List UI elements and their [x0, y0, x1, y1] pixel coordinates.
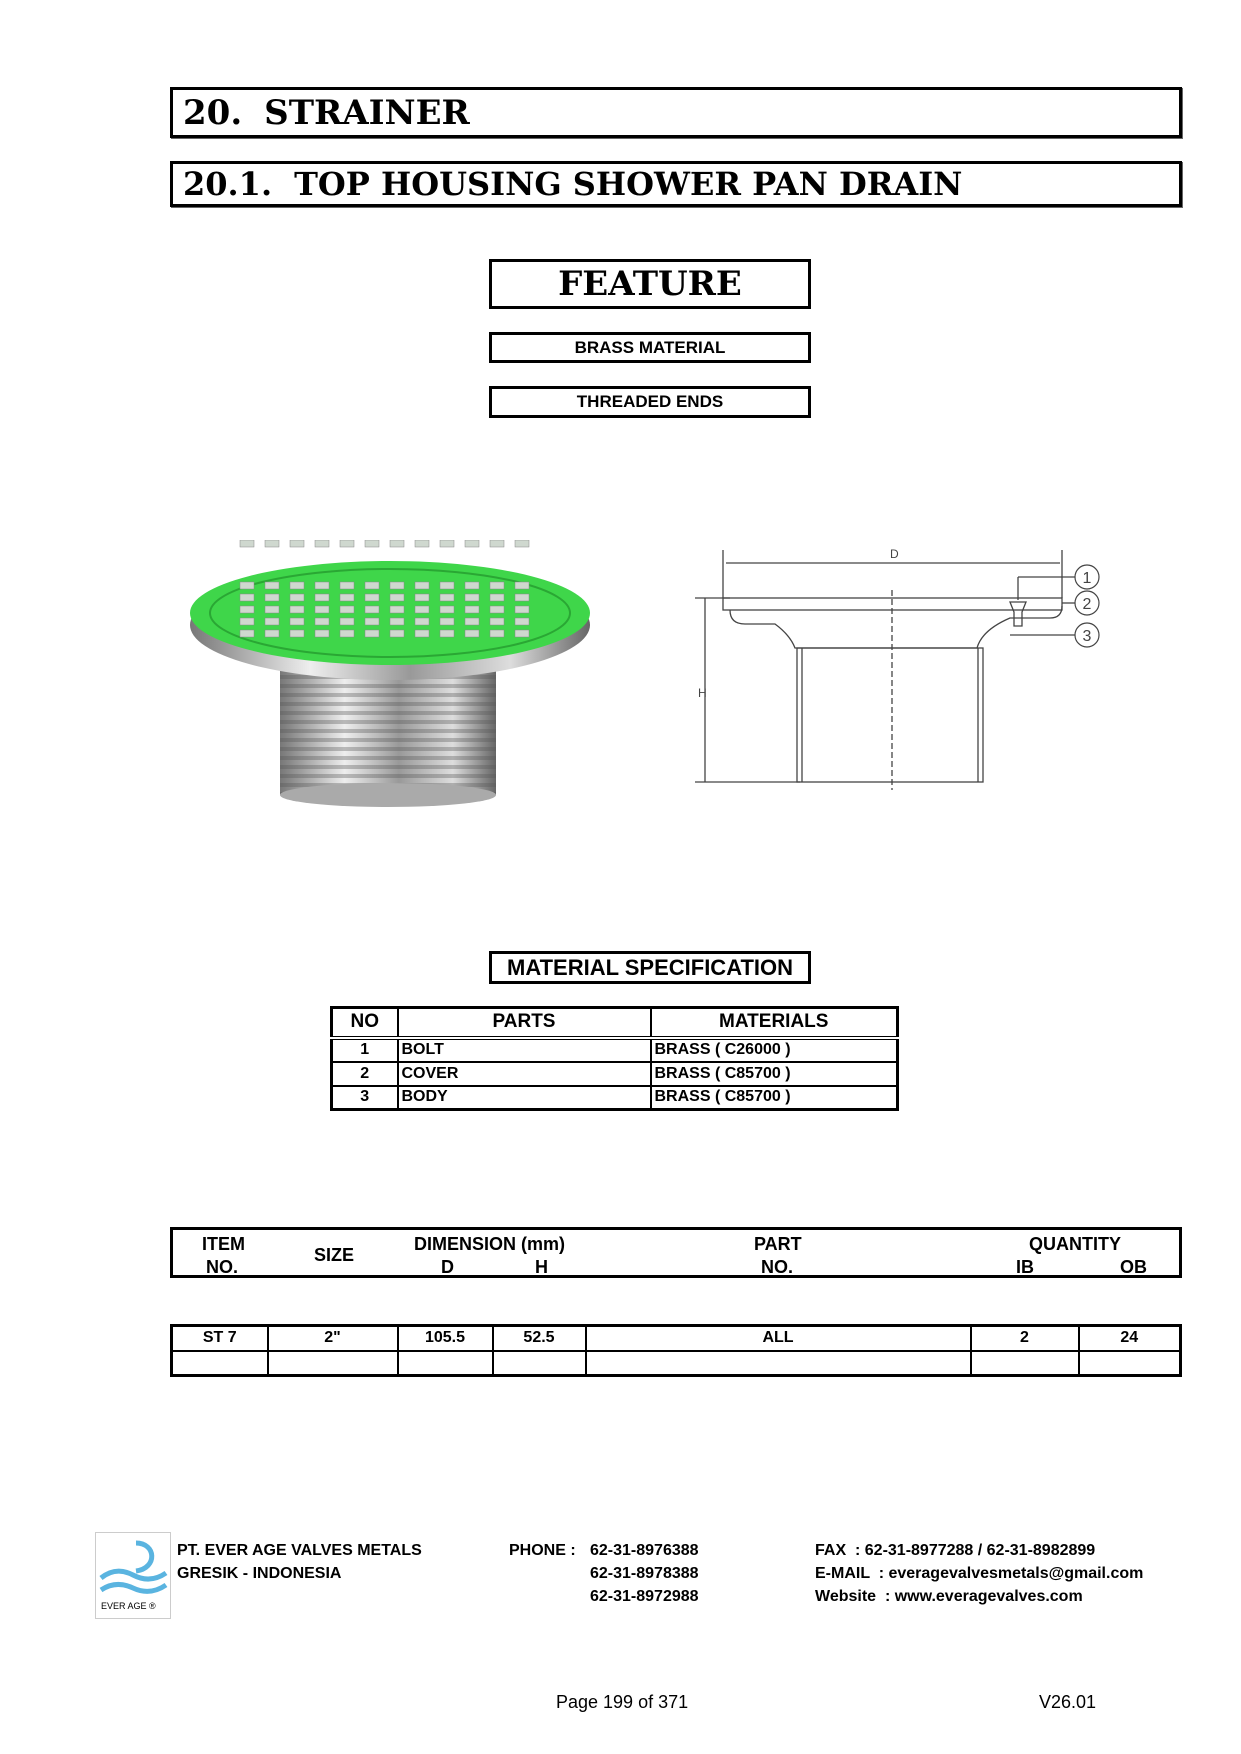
- website: Website : www.everagevalves.com: [815, 1588, 1083, 1605]
- cell-d: 105.5: [398, 1326, 493, 1351]
- dimension-d-label: D: [890, 547, 899, 561]
- product-photo: [180, 540, 600, 810]
- subsection-heading: [170, 161, 1182, 207]
- header-ob: OB: [1120, 1257, 1147, 1277]
- cell-material: BRASS ( C85700 ): [651, 1062, 898, 1086]
- column-header: MATERIALS: [651, 1008, 898, 1038]
- balloon-2: 2: [1082, 596, 1092, 613]
- cell-part: BODY: [398, 1086, 651, 1110]
- table-header-row: [332, 1008, 898, 1038]
- fax: FAX : 62-31-8977288 / 62-31-8982899: [815, 1542, 1096, 1559]
- subsection-number: 20.1.: [183, 165, 273, 203]
- feature-item: THREADED ENDS: [489, 386, 811, 418]
- column-header: PARTS: [398, 1008, 651, 1038]
- header-dimension: DIMENSION (mm): [414, 1234, 566, 1254]
- header-item-no: NO.: [206, 1257, 239, 1277]
- cell-size: 2": [268, 1326, 398, 1351]
- header-ib: IB: [1016, 1257, 1034, 1277]
- wave-logo-icon: [96, 1533, 170, 1603]
- feature-item: BRASS MATERIAL: [489, 332, 811, 363]
- phone-number: 62-31-8976388: [590, 1542, 699, 1559]
- table-row: [332, 1062, 898, 1086]
- table-row: [172, 1326, 1181, 1351]
- material-spec-heading: MATERIAL SPECIFICATION: [489, 951, 811, 984]
- cell-part: BOLT: [398, 1038, 651, 1062]
- header-item: ITEM: [202, 1234, 245, 1254]
- table-row: [332, 1038, 898, 1062]
- table-row: [332, 1086, 898, 1110]
- phone-number: 62-31-8972988: [590, 1588, 699, 1605]
- section-title: STRAINER: [264, 92, 470, 133]
- company-location: GRESIK - INDONESIA: [177, 1565, 342, 1582]
- phone-label: PHONE :: [509, 1542, 576, 1559]
- cell-ob: 24: [1079, 1326, 1181, 1351]
- logo-text: EVER AGE ®: [101, 1601, 156, 1611]
- header-size: SIZE: [314, 1245, 355, 1265]
- cell-ib: 2: [971, 1326, 1079, 1351]
- phone-number: 62-31-8978388: [590, 1565, 699, 1582]
- column-header: NO: [332, 1008, 398, 1038]
- feature-heading: FEATURE: [489, 259, 811, 309]
- dimension-header: [170, 1227, 1182, 1278]
- cell-no: 1: [332, 1038, 398, 1062]
- company-logo: [95, 1532, 171, 1619]
- version: V26.01: [1039, 1692, 1097, 1712]
- cell-part: ALL: [586, 1326, 971, 1351]
- company-name: PT. EVER AGE VALVES METALS: [177, 1542, 422, 1559]
- dimension-h-label: H: [698, 686, 707, 700]
- header-part: PART: [754, 1234, 802, 1254]
- email: E-MAIL : everagevalvesmetals@gmail.com: [815, 1565, 1144, 1582]
- table-row-empty: [172, 1351, 1181, 1376]
- section-heading: [170, 87, 1182, 138]
- subsection-title: TOP HOUSING SHOWER PAN DRAIN: [294, 165, 963, 203]
- header-part-no: NO.: [761, 1257, 794, 1277]
- cell-h: 52.5: [493, 1326, 586, 1351]
- section-number: 20.: [183, 92, 243, 133]
- cell-material: BRASS ( C85700 ): [651, 1086, 898, 1110]
- dimension-table: [170, 1324, 1182, 1377]
- header-h: H: [535, 1257, 548, 1277]
- header-quantity: QUANTITY: [1029, 1234, 1121, 1254]
- header-d: D: [441, 1257, 454, 1277]
- cell-no: 3: [332, 1086, 398, 1110]
- balloon-1: 1: [1082, 570, 1092, 587]
- page-number: Page 199 of 371: [556, 1692, 689, 1712]
- cell-part: COVER: [398, 1062, 651, 1086]
- cell-material: BRASS ( C26000 ): [651, 1038, 898, 1062]
- cell-item: ST 7: [172, 1326, 268, 1351]
- material-spec-table: [330, 1006, 899, 1111]
- cell-no: 2: [332, 1062, 398, 1086]
- technical-drawing: [690, 540, 1130, 800]
- balloon-3: 3: [1082, 628, 1092, 645]
